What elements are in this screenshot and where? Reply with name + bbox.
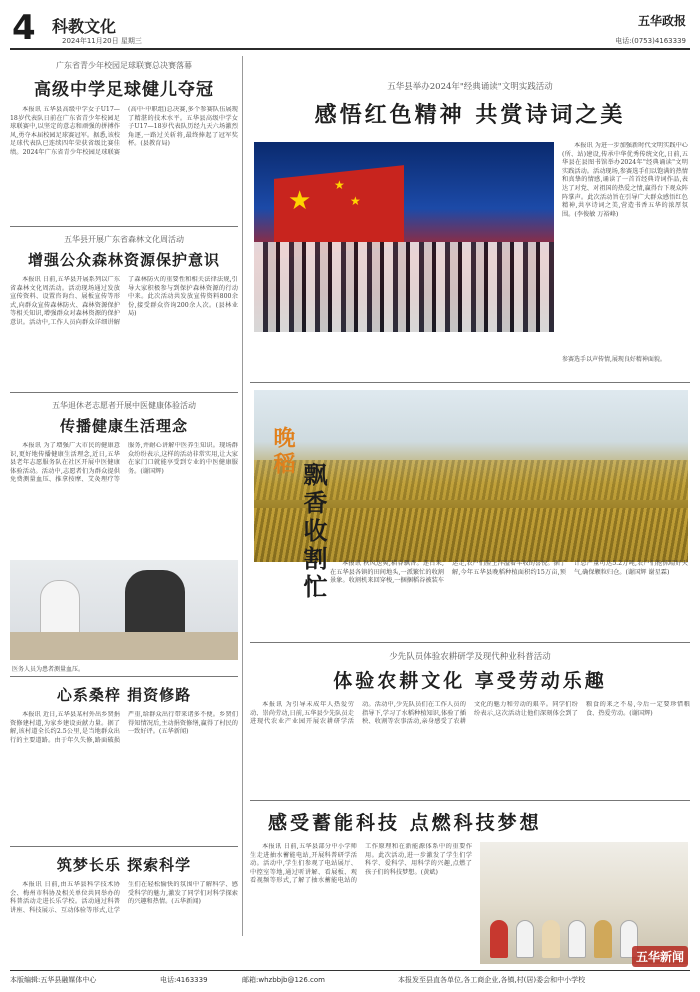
feature-body: 本报讯 为进一步加强新时代文明实践中心(所、站)建设,传承中华优秀传统文化,日前,五华县在县图书馆举办2024年"经典诵读"文明实践活动。活动现场,参赛选手们以饱满的热情和真挚的情感,诵读了一首首经典诗词作品,表达了对党、对祖国的热爱之情,赢得台下观众阵阵掌声。此次活动旨在引导广大群众感悟红色精神,共享诗词之美,营造书香五华的浓厚氛围。(李俊敏 万裕峰) [562,142,688,218]
divider [250,800,690,801]
feature-body: 本报讯 为引导未成年人热爱劳动、崇尚劳动,日前,五华县少先队员走进现代农业产业园开展农耕研学活动。活动中,少先队员们在工作人员的指导下,学习了水稻种植知识,体验了插秧、收割等农事活动,亲身感受了农耕文化的魅力和劳动的艰辛。同学们纷纷表示,这次活动让他们深刻体会到了粮食的来之不易,今后一定要珍惜粮食、热爱劳动。(谢国辉) [250,701,690,726]
photo-figure [490,920,508,958]
photo-figure [40,580,80,640]
photo-figure [125,570,185,640]
divider [10,846,238,847]
article-headline: 筑梦长乐 探索科学 [56,856,192,874]
feature-kicker: 少先队员体验农耕研学及现代种业科普活动 [389,652,551,662]
photo-figure [568,920,586,958]
article-road [10,684,238,837]
article-body: 本报讯 日前,五华县开展系列以广东省森林文化周活动。活动现场通过发放宣传资料、设置咨询台、展板宣传等形式,向群众宣传森林防火、森林资源保护等相关知识,增强群众对森林资源的保护意识。活动中,工作人员向群众详细讲解了森林防火的重要性和相关法律法规,引导大家积极参与到保护森林资源的行动中来。此次活动共发放宣传资料800余份,接受群众咨询200余人次。(县林业局) [10,276,238,326]
photo-performers [254,242,554,332]
footer-notice: 本报发至县直各单位,各工商企业,各镇,村(居)委会和中小学校 [398,976,586,984]
feature-headline: 体验农耕文化 享受劳动乐趣 [333,670,607,692]
column-separator [242,56,243,936]
page-number: 4 [12,8,36,48]
photo-caption: 医务人员为患者测量血压。 [12,666,85,673]
masthead [10,8,690,50]
divider [250,382,690,383]
paper-name: 五华政报 [637,14,686,28]
article-health [10,400,238,673]
issue-date: 2024年11月20日 星期三 [62,37,142,45]
footer-phone: 电话:4163339 [160,976,208,984]
photo-figure [542,920,560,958]
star-icon: ★ [334,178,345,192]
section-title: 科教文化 [52,17,117,36]
article-body: 本报讯 日前,由五华县科学技术协会、梅州市科协及相关单位共同举办的科普活动走进长乐学校。活动通过科普讲座、科技展示、互动体验等形式,让学生们在轻松愉快的氛围中了解科学、感受科学的魅力,激发了同学们对科学探索的兴趣和热情。(五华新闻) [10,881,238,914]
photo-caption: 参赛选手以声传情,展现良好精神面貌。 [562,356,666,363]
article-headline: 增强公众森林资源保护意识 [27,251,220,269]
article-body: 本报讯 为了增强广大市民的健康意识,更好地传播健康生活理念,近日,五华县老年志愿服务队在社区开展中医健康体验活动。活动中,志愿者们为群众提供免费测量血压、推拿按摩、艾灸理疗等服务,并耐心讲解中医养生知识。现场群众纷纷表示,这样的活动非常实用,让大家在家门口就能享受到专业的中医健康服务。(谢国辉) [10,442,238,484]
star-icon: ★ [350,194,361,208]
photo-recital-stage [254,142,554,332]
feature-farm [250,650,690,791]
divider [250,642,690,643]
star-icon: ★ [288,186,312,216]
rice-title-1: 晚稻 [270,426,296,478]
photo-health-check [10,560,238,660]
rice-title-2: 飘香收割忙 [299,462,328,602]
feature-kicker: 五华县举办2024年"经典诵读"文明实践活动 [387,82,553,92]
article-headline: 心系桑梓 捐资修路 [56,686,192,704]
article-body: 本报讯 五华县高级中学女子U17—18岁代表队日前在广东省青少年校园足球联赛中,以坚定的意志和顽强的拼搏作风,勇夺本届校园足球赛冠军。据悉,该校足球代表队已连续四年荣获省级比赛佳绩。2024年广东省青少年校园足球联赛(高中·中职组)总决赛,多个参赛队伍展现了精湛的技术水平。五华县高级中学女子U17—18岁代表队历经九天六场激烈角逐,一路过关斩将,最终捧起了冠军奖杯。(县教育局) [10,106,238,156]
article-forest [10,234,238,416]
feature-headline: 感受蓄能科技 点燃科技梦想 [268,812,542,834]
article-body: 本报讯 近日,五华县某村外出乡贤捐资修建村道,为家乡建设贡献力量。据了解,该村道全长约2.5公里,是当地群众出行的主要道路。由于年久失修,路面破损严重,给群众出行带来诸多不便。乡贤们得知情况后,主动捐资修缮,赢得了村民的一致好评。(五华新闻) [10,711,238,744]
rice-body: 本报讯 秋风送爽,稻谷飘香。连日来,在五华县各镇的田间地头,一派繁忙的收割景象。收割机来回穿梭,一捆捆稻谷被装车运走,农户们脸上洋溢着丰收的喜悦。据了解,今年五华县晚稻种植面积约15万亩,预计总产量可达5.2万吨,农户们抢抓晴好天气,确保颗粒归仓。(谢国辉 谢星霖) [330,560,688,585]
photo-figure [516,920,534,958]
footer-dept: 本版编辑:五华县融媒体中心 [10,976,97,984]
watermark-logo: 五华新闻 [632,946,688,967]
footer-email: 邮箱:whzbbjb@126.com [242,976,326,984]
article-kicker: 五华退休老志愿者开展中医健康体验活动 [52,401,196,410]
article-kicker: 广东省青少年校园足球联赛总决赛落幕 [56,61,192,70]
feature-poetry [250,80,690,129]
article-kicker: 五华县开展广东省森林文化周活动 [64,235,184,244]
paper-phone: 电话:(0753)4163339 [615,37,686,45]
article-headline: 高级中学足球健儿夺冠 [34,80,214,100]
divider [10,226,238,227]
article-football [10,60,238,224]
divider [10,392,238,393]
feature-body: 本报讯 日前,五华县部分中小学师生走进抽水蓄能电站,开展科普研学活动。活动中,学生们参观了电站展厅、中控室等地,通过听讲解、看展板、观看视频等形式,了解了抽水蓄能电站的工作原理和在新能源体系中的重要作用。此次活动,进一步激发了学生们学科学、爱科学、用科学的兴趣,点燃了孩子们的科技梦想。(黄斌) [250,843,472,885]
photo-table [10,632,238,660]
article-headline: 传播健康生活理念 [59,417,188,435]
feature-headline: 感悟红色精神 共赏诗词之美 [314,102,626,128]
photo-figure [594,920,612,958]
footer [10,970,690,986]
divider [10,676,238,677]
